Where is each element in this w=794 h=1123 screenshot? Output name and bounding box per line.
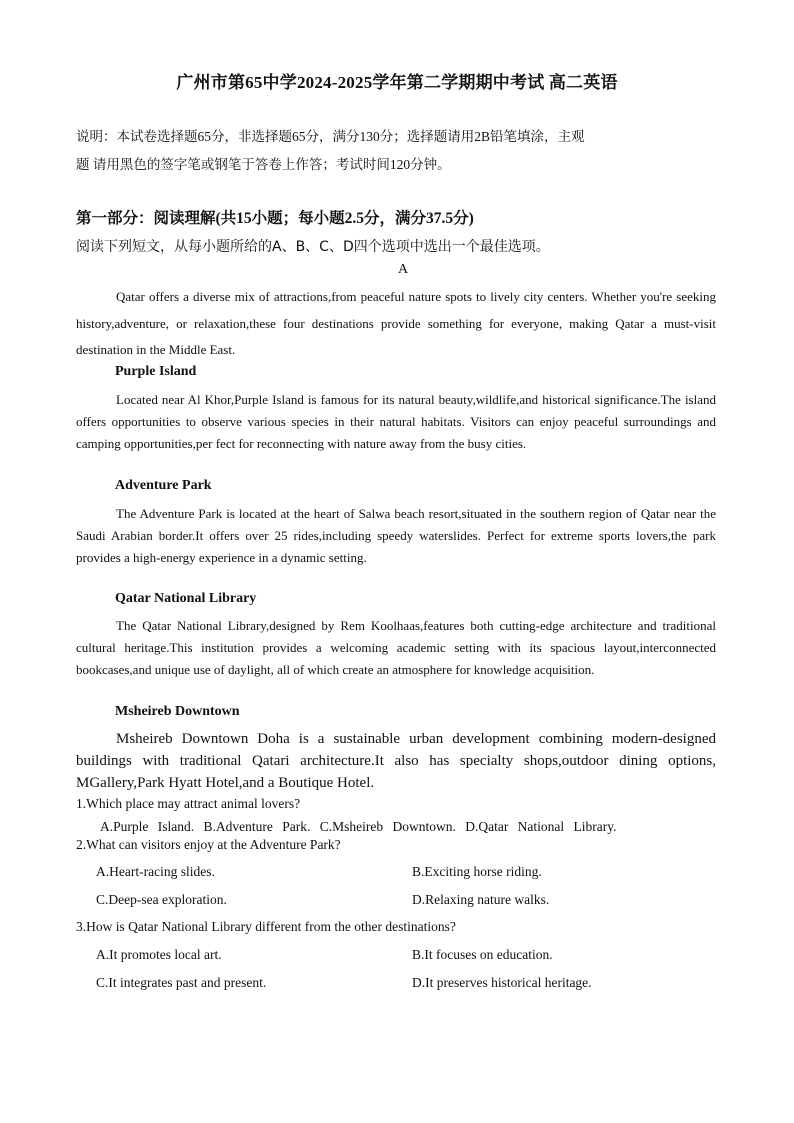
question-3-option-a: A.It promotes local art. — [96, 947, 222, 962]
paragraph-national-library: The Qatar National Library,designed by Rem Koolhaas,features both cutting-edge architecture and traditional cultural heritage.This institution provides a welcoming academic setting with its spacious layout,interconnected bookcases,and unique use of daylight, all of which create an atmosphere for knowledge acquisition. — [76, 618, 716, 677]
question-2-option-a: A.Heart-racing slides. — [96, 864, 215, 879]
question-2-option-d: D.Relaxing nature walks. — [412, 892, 550, 907]
question-2-option-c: C.Deep-sea exploration. — [96, 892, 227, 907]
question-1-options: A.Purple Island. B.Adventure Park. C.Msheireb Downtown. D.Qatar National Library. — [100, 819, 617, 834]
instructions-line-1: 说明：本试卷选择题65分，非选择题65分，满分130分；选择题请用2B铅笔填涂，主观 — [76, 129, 585, 144]
question-1: 1.Which place may attract animal lovers? — [76, 796, 301, 811]
instructions-line-2: 题 请用黑色的签字笔或钢笔于答卷上作答；考试时间120分钟。 — [76, 157, 451, 172]
part-heading: 第一部分：阅读理解(共15小题；每小题2.5分，满分37.5分) — [76, 210, 474, 227]
subheading-purple-island: Purple Island — [115, 364, 197, 379]
question-3-option-d: D.It preserves historical heritage. — [412, 975, 592, 990]
subheading-national-library: Qatar National Library — [115, 591, 257, 606]
paragraph-purple-island: Located near Al Khor,Purple Island is famous for its natural beauty,wildlife,and historical significance.The island offers opportunities to observe various species in their natural habitats. Visitors can enjoy peaceful surroundings and camping opportunities,per fect for reconnecting with nature away from the busy cities. — [76, 392, 716, 451]
part-instruction: 阅读下列短文，从每小题所给的A、B、C、D四个选项中选出一个最佳选项。 — [76, 239, 550, 255]
section-letter: A — [398, 262, 409, 277]
question-3-option-b: B.It focuses on education. — [412, 947, 553, 962]
page-title: 广州市第65中学2024-2025学年第二学期期中考试 高二英语 — [176, 73, 618, 92]
subheading-adventure-park: Adventure Park — [115, 478, 212, 493]
question-2-option-b: B.Exciting horse riding. — [412, 864, 542, 879]
paragraph-msheireb: Msheireb Downtown Doha is a sustainable urban development combining modern-designed buildings with traditional Qatari architecture.It also has specialty shops,outdoor dining options, MGallery,Park Hyatt Hotel,and a Boutique Hotel. — [76, 731, 716, 791]
paragraph-adventure-park: The Adventure Park is located at the heart of Salwa beach resort,situated in the southern region of Qatar near the Saudi Arabian border.It offers over 25 rides,including speedy waterslides. Perfect for extreme sports lovers,the park provides a high-energy experience in a dynamic setting. — [76, 506, 716, 565]
question-3: 3.How is Qatar National Library different from the other destinations? — [76, 919, 456, 934]
subheading-msheireb: Msheireb Downtown — [115, 704, 240, 719]
question-3-option-c: C.It integrates past and present. — [96, 975, 267, 990]
question-2: 2.What can visitors enjoy at the Adventure Park? — [76, 837, 341, 852]
passage-intro: Qatar offers a diverse mix of attractions,from peaceful nature spots to lively city centers. Whether you're seeking history,adventure, or relaxation,these four destinations provide something for everyone, making Qatar a must-visit destination in the Middle East. — [76, 289, 716, 357]
